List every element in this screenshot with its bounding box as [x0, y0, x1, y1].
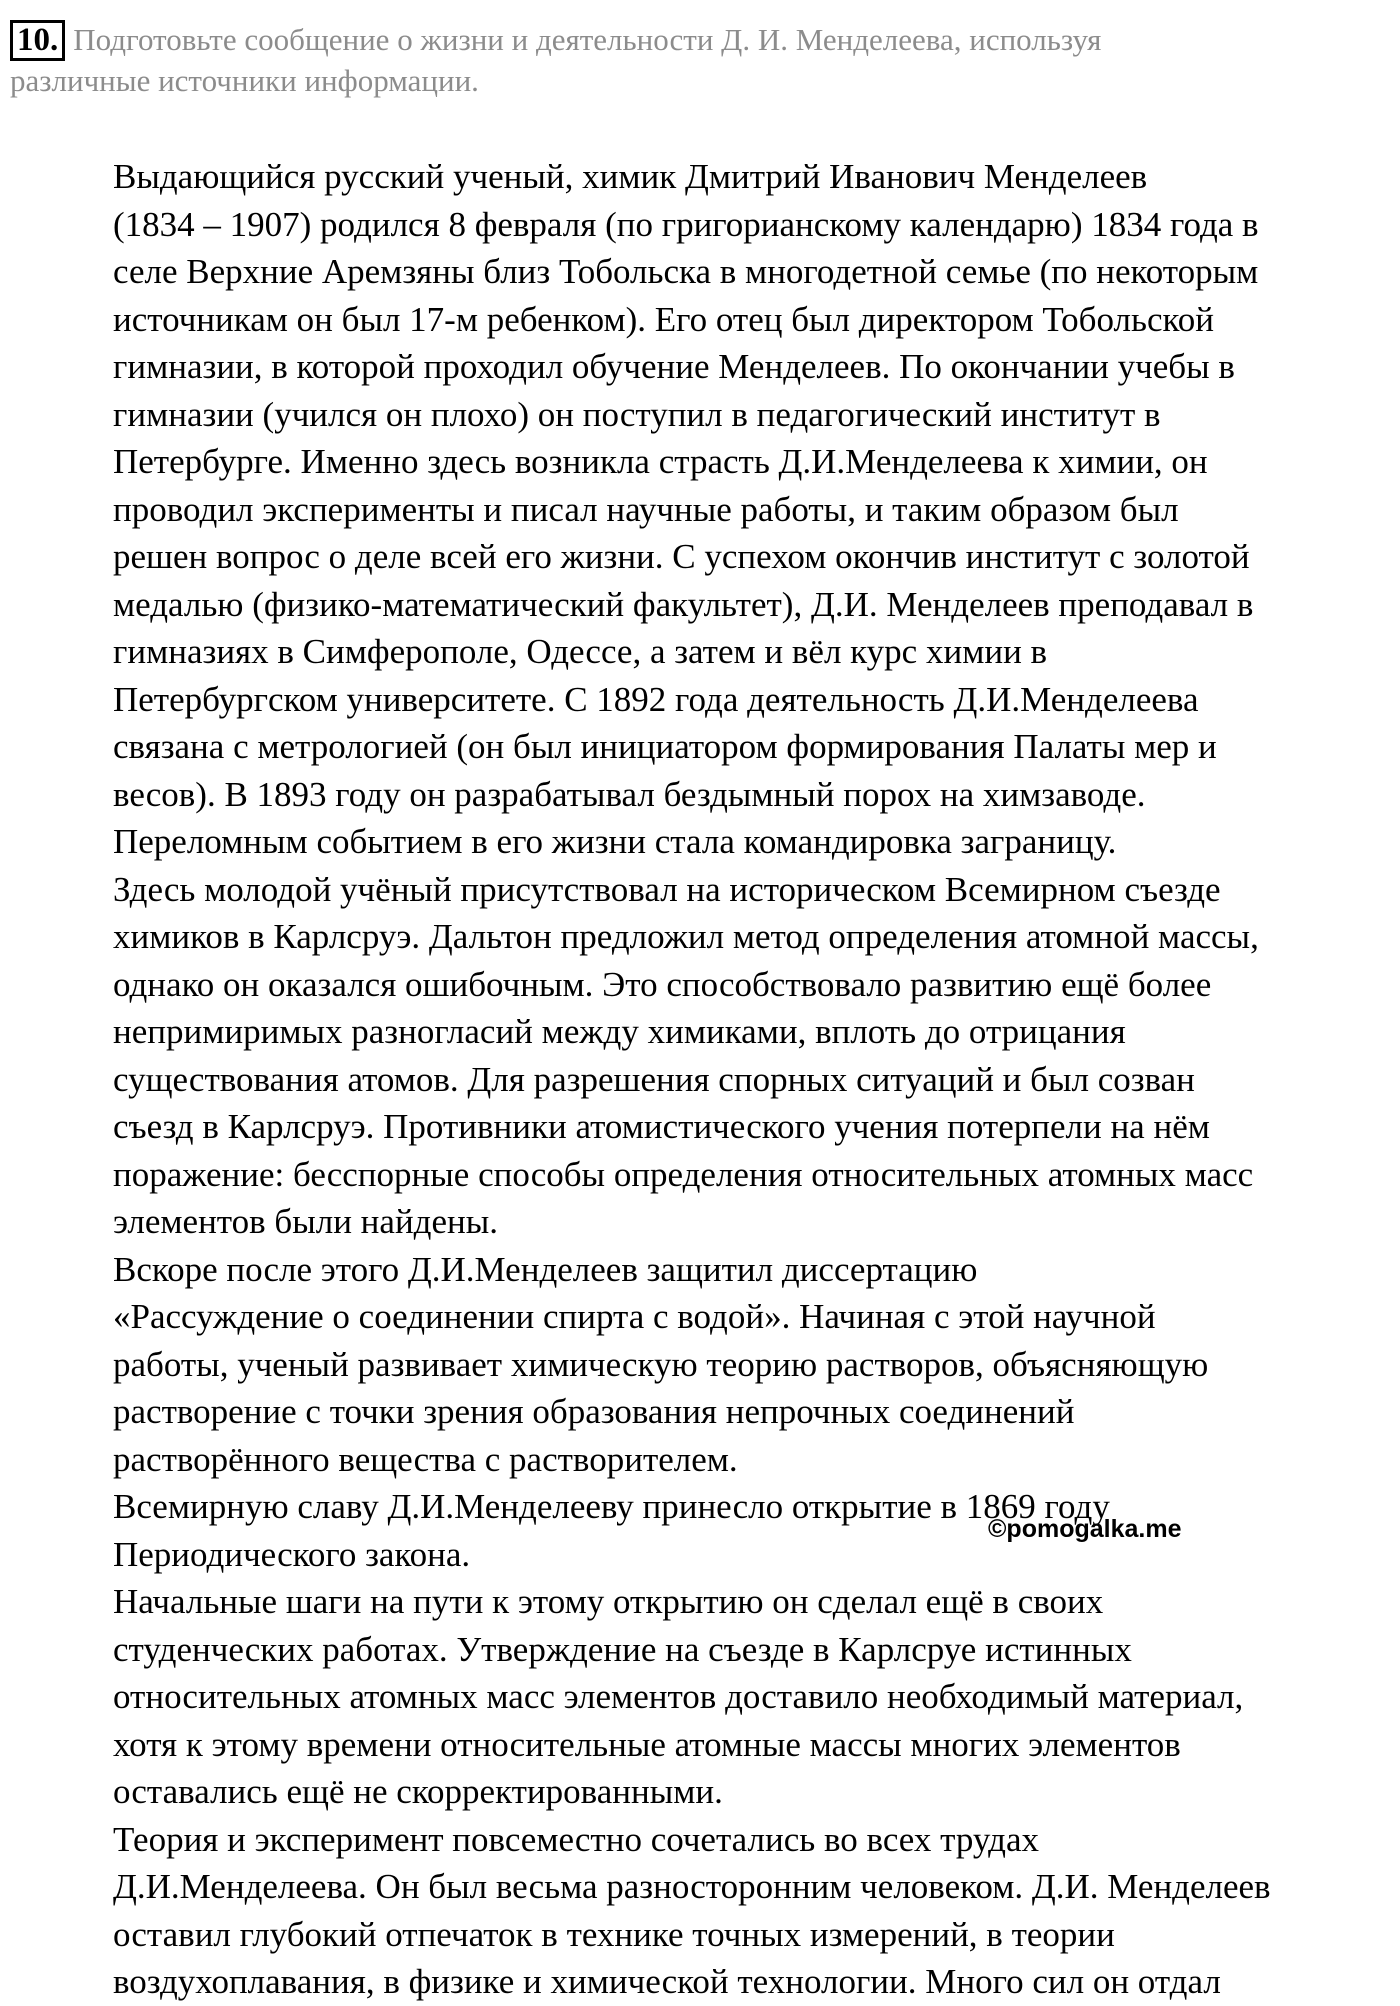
- text-line: гимназиях в Симферополе, Одессе, а затем и вёл курс химии в: [113, 632, 1048, 671]
- text-line: проводил эксперименты и писал научные работы, и таким образом был: [113, 489, 1179, 529]
- task-prompt: [10, 20, 1350, 100]
- text-line: селе Верхние Аремзяны близ Тобольска в многодетной семье (по некоторым: [113, 252, 1259, 291]
- text-line: Вскоре после этого Д.И.Менделеев защитил диссертацию: [113, 1249, 978, 1289]
- text-line: оставались ещё не скорректированными.: [113, 1772, 723, 1811]
- text-line: растворённого вещества с растворителем.: [113, 1439, 738, 1479]
- text-line: весов). В 1893 году он разрабатывал бездымный порох на химзаводе.: [113, 774, 1146, 814]
- text-line: связана с метрологией (он был инициатором формирования Палаты мер и: [113, 727, 1217, 766]
- text-line: гимназии (учился он плохо) он поступил в педагогический институт в: [113, 394, 1161, 434]
- text-line: медалью (физико-математический факультет), Д.И. Менделеев преподавал в: [113, 584, 1254, 624]
- text-line: работы, ученый развивает химическую теорию растворов, объясняющую: [113, 1344, 1209, 1384]
- text-line: съезд в Карлсруэ. Противники атомистического учения потерпели на нём: [113, 1107, 1210, 1146]
- text-line: источникам он был 17-м ребенком). Его отец был директором Тобольской: [113, 299, 1214, 339]
- text-line: химиков в Карлсруэ. Дальтон предложил метод определения атомной массы,: [113, 917, 1259, 956]
- text-line: Переломным событием в его жизни стала командировка заграницу.: [113, 822, 1117, 861]
- answer-text: [10, 153, 1382, 2006]
- text-line: хотя к этому времени относительные атомные массы многих элементов: [113, 1724, 1181, 1764]
- text-line: относительных атомных масс элементов доставило необходимый материал,: [113, 1677, 1244, 1716]
- text-line: Петербургском университете. С 1892 года деятельность Д.И.Менделеева: [113, 679, 1199, 719]
- text-line: оставил глубокий отпечаток в технике точных измерений, в теории: [113, 1914, 1115, 1954]
- text-line: Петербурге. Именно здесь возникла страсть Д.И.Менделеева к химии, он: [113, 442, 1208, 481]
- text-line: Выдающийся русский ученый, химик Дмитрий Иванович Менделеев: [113, 157, 1148, 196]
- paragraph: [10, 153, 1382, 818]
- paragraph: [10, 1246, 1382, 1484]
- paragraph: [10, 1578, 1382, 1816]
- task-line: различные источники информации.: [10, 63, 479, 98]
- text-line: гимназии, в которой проходил обучение Менделеев. По окончании учебы в: [113, 347, 1235, 386]
- text-line: Всемирную славу Д.И.Менделееву принесло открытие в 1869 году: [113, 1487, 1110, 1526]
- text-line: Д.И.Менделеева. Он был весьма разносторонним человеком. Д.И. Менделеев: [113, 1867, 1271, 1906]
- text-line: Периодического закона.: [113, 1534, 471, 1574]
- text-line: поражение: бесспорные способы определения относительных атомных масс: [113, 1154, 1254, 1194]
- text-line: Начальные шаги на пути к этому открытию он сделал ещё в своих: [113, 1582, 1104, 1621]
- task-number: 10.: [10, 20, 65, 61]
- task-line: Подготовьте сообщение о жизни и деятельности Д. И. Менделеева, используя: [73, 22, 1102, 57]
- text-line: существования атомов. Для разрешения спорных ситуаций и был созван: [113, 1059, 1195, 1099]
- paragraph: [10, 1816, 1382, 2006]
- text-line: «Рассуждение о соединении спирта с водой». Начиная с этой научной: [113, 1297, 1156, 1336]
- text-line: элементов были найдены.: [113, 1202, 499, 1241]
- text-line: Здесь молодой учёный присутствовал на историческом Всемирном съезде: [113, 869, 1221, 909]
- watermark: ©pomogalka.me: [988, 1515, 1182, 1543]
- paragraph: [10, 818, 1382, 1246]
- text-line: воздухоплавания, в физике и химической технологии. Много сил он отдал: [113, 1962, 1221, 2001]
- text-line: решен вопрос о деле всей его жизни. С успехом окончив институт с золотой: [113, 537, 1250, 576]
- text-line: растворение с точки зрения образования непрочных соединений: [113, 1392, 1075, 1431]
- text-line: Теория и эксперимент повсеместно сочетались во всех трудах: [113, 1819, 1040, 1859]
- text-line: студенческих работах. Утверждение на съезде в Карлсруе истинных: [113, 1629, 1132, 1669]
- text-line: непримиримых разногласий между химиками, вплоть до отрицания: [113, 1012, 1126, 1051]
- text-line: (1834 – 1907) родился 8 февраля (по григорианскому календарю) 1834 года в: [113, 204, 1259, 244]
- text-line: однако он оказался ошибочным. Это способствовало развитию ещё более: [113, 964, 1212, 1004]
